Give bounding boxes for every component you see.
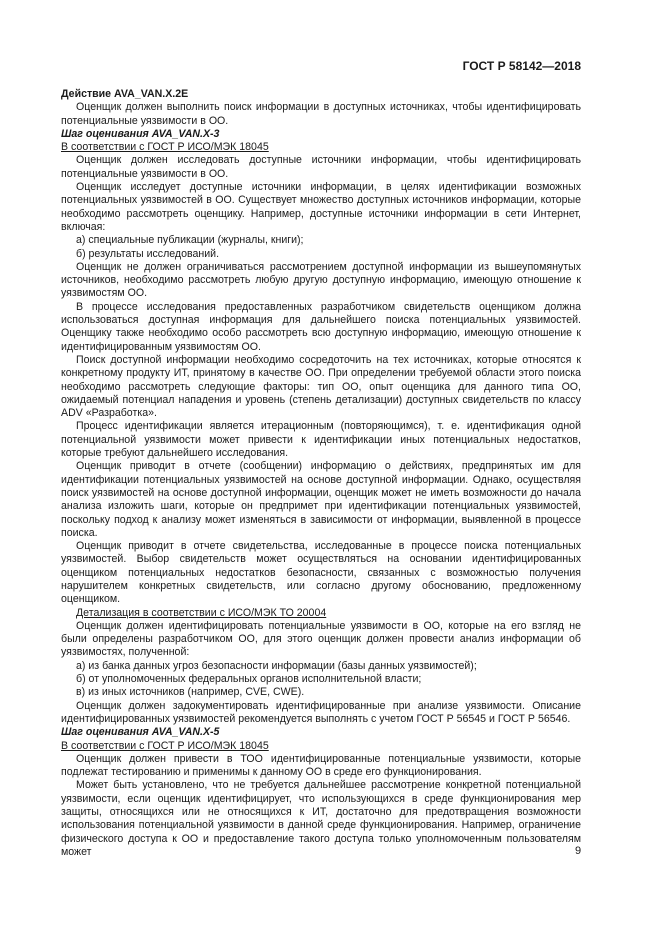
paragraph: Оценщик должен привести в ТОО идентифицированные потенциальные уязвимости, которые подлежат тестированию и применимы к данному ОО в среде его функционирования. <box>61 752 581 779</box>
paragraph: Может быть установлено, что не требуется дальнейшее рассмотрение конкретной потенциальной уязвимости, если оценщик идентифицирует, что использующихся в среде функционирования мер защиты, относящихся или не относящихся к ИТ, достаточно для предотвращения возможности использования потенциальной уязвимости в данной среде функционирования. Например, ограничение физического доступа к ОО и предоставление такого доступа только уполномоченным пользователям может <box>61 779 581 858</box>
paragraph: б) результаты исследований. <box>76 247 220 260</box>
paragraph: а) специальные публикации (журналы, книги); <box>76 234 304 247</box>
page-number: 9 <box>575 845 582 857</box>
paragraph: Оценщик не должен ограничиваться рассмотрением доступной информации из вышеупомянутых источников, необходимо рассмотреть любую другую доступную информацию, имеющую отношение к уязвимостям ОО. <box>61 260 581 300</box>
paragraph: В процессе исследования предоставленных разработчиком свидетельств оценщиком должна использоваться доступная информация для дальнейшего поиска потенциальных уязвимостей. Оценщику также необходимо особо рассмотреть всю доступную информацию, имеющую отношение к идентифицированным уязвимостям ОО. <box>61 300 581 353</box>
paragraph: Детализация в соответствии с ИСО/МЭК ТО 20004 <box>76 606 327 619</box>
paragraph: Оценщик должен задокументировать идентифицированные при анализе уязвимости. Описание идентифицированных уязвимостей рекомендуется выполнять с учетом ГОСТ Р 56545 и ГОСТ Р 56546. <box>61 699 581 725</box>
paragraph: в) из иных источников (например, CVE, CWE). <box>76 686 305 699</box>
paragraph: Оценщик должен выполнить поиск информации в доступных источниках, чтобы идентифицировать потенциальные уязвимости в ОО. <box>61 101 581 127</box>
paragraph: Оценщик должен исследовать доступные источники информации, чтобы идентифицировать потенциальные уязвимости в ОО. <box>61 154 581 180</box>
paragraph: Действие AVA_VAN.X.2E <box>61 88 189 100</box>
paragraph: Оценщик приводит в отчете свидетельства, исследованные в процессе поиска потенциальных уязвимостей. Выбор свидетельств может осуществляться на основании идентифицированных оценщиком потенциальных недостатков безопасности, связанных с возможностью получения нарушителем конкретных свидетельств, или согласно другому обоснованию, предложенному оценщиком. <box>61 540 581 606</box>
document-body <box>61 88 581 859</box>
paragraph: Шаг оценивания AVA_VAN.X-3 <box>61 127 220 140</box>
paragraph: Оценщик исследует доступные источники информации, в целях идентификации возможных потенциальных уязвимостей в ОО. Существует множество доступных источников информации, которые необходимо рассмотреть оценщику. Например, доступные источники информации в сети Интернет, включая: <box>61 181 581 233</box>
paragraph: Шаг оценивания AVA_VAN.X-5 <box>61 726 220 739</box>
paragraph: б) от уполномоченных федеральных органов исполнительной власти; <box>76 673 422 686</box>
paragraph: а) из банка данных угроз безопасности информации (базы данных уязвимостей); <box>76 659 477 672</box>
paragraph: Оценщик приводит в отчете (сообщении) информацию о действиях, предпринятых им для идентификации потенциальных уязвимостей на основе доступной информации. Однако, осуществляя поиск уязвимостей на основе доступной информации, оценщик может не иметь возможности до начала анализа изложить шаги, которые он предпримет при идентификации потенциальных уязвимостей, поскольку подход к анализу может изменяться в зависимости от информации, выявленной в процессе поиска. <box>61 460 581 539</box>
paragraph: Процесс идентификации является итерационным (повторяющимся), т. е. идентификация одной потенциальной уязвимости может привести к идентификации иных потенциальных недостатков, которые требуют дальнейшего исследования. <box>61 420 581 460</box>
document-header: ГОСТ Р 58142—2018 <box>462 59 581 73</box>
paragraph: В соответствии с ГОСТ Р ИСО/МЭК 18045 <box>61 739 269 752</box>
paragraph: Поиск доступной информации необходимо сосредоточить на тех источниках, которые относятся к конкретному продукту ИТ, принятому в качестве ОО. При определении требуемой области этого поиска необходимо рассмотреть следующие факторы: тип ОО, опыт оценщика для данного типа ОО, ожидаемый потенциал нападения и уровень (степень детализации) доступных свидетельств по классу ADV «Разработка». <box>61 353 581 420</box>
paragraph: Оценщик должен идентифицировать потенциальные уязвимости в ОО, которые на его взгляд не были определены разработчиком ОО, для этого оценщик должен провести анализ информации об уязвимостях, полученной: <box>61 619 581 659</box>
paragraph: В соответствии с ГОСТ Р ИСО/МЭК 18045 <box>61 141 269 154</box>
